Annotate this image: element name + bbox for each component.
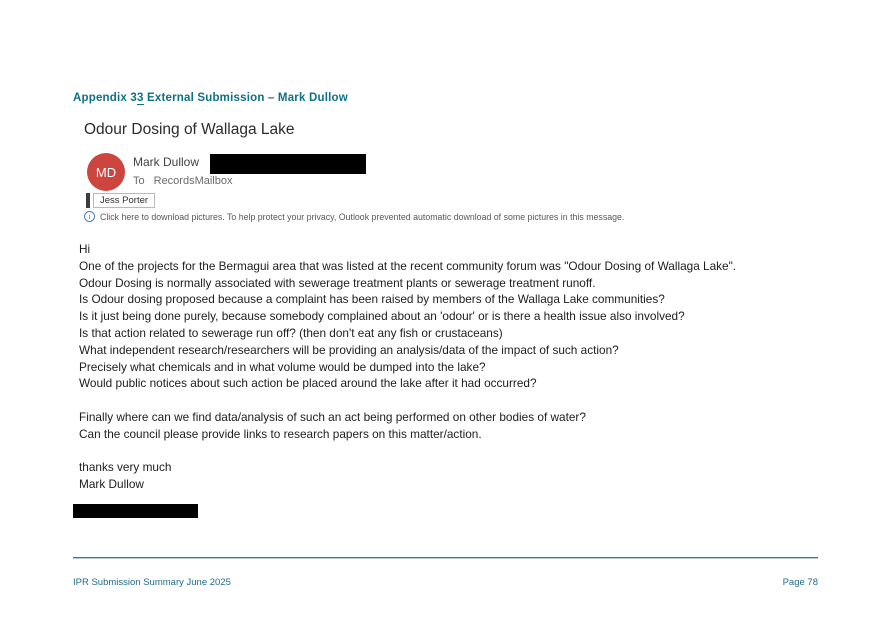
appendix-heading-underlined: 3	[136, 92, 144, 104]
body-line: Is that action related to sewerage run off? (then don't eat any fish or crustaceans)	[79, 325, 503, 340]
footer-page-number: Page 78	[782, 577, 818, 588]
category-color-bar	[86, 193, 90, 208]
redaction-box-email-address	[210, 154, 366, 174]
appendix-heading-rest: External Submission – Mark Dullow	[143, 92, 348, 104]
avatar-initials: MD	[95, 164, 117, 180]
body-line-blank	[79, 392, 839, 409]
body-line: Is it just being done purely, because somebody complained about an 'odour' or is there a health issue also involved?	[79, 309, 685, 324]
footer-document-title: IPR Submission Summary June 2025	[73, 577, 231, 588]
body-line: Can the council please provide links to research papers on this matter/action.	[79, 426, 482, 441]
body-line: Finally where can we find data/analysis of such an act being performed on other bodies of water?	[79, 409, 586, 424]
email-body	[79, 241, 839, 493]
sender-name: Mark Dullow	[133, 155, 200, 169]
redaction-box-signature	[73, 504, 198, 518]
body-line-blank	[79, 443, 839, 460]
body-line: Hi	[79, 242, 91, 256]
body-line: Odour Dosing is normally associated with sewerage treatment plants or sewerage treatment runoff.	[79, 275, 596, 290]
body-line-signature: Mark Dullow	[79, 477, 144, 492]
body-line: What independent research/researchers will be providing an analysis/data of the impact of such action?	[79, 342, 619, 357]
body-line: Would public notices about such action be placed around the lake after it had occurred?	[79, 376, 537, 391]
infobar-text: Click here to download pictures. To help protect your privacy, Outlook prevented automatic download of some pictures in this message.	[100, 211, 625, 222]
outlook-infobar	[84, 211, 624, 222]
body-line: Is Odour dosing proposed because a complaint has been raised by members of the Wallaga Lake communities?	[79, 292, 665, 307]
body-line: Precisely what chemicals and in what volume would be dumped into the lake?	[79, 359, 486, 374]
recipient-line	[133, 175, 233, 187]
to-label: To	[133, 175, 145, 187]
appendix-heading	[73, 92, 348, 104]
footer-divider	[73, 557, 818, 559]
sender-avatar	[87, 153, 125, 191]
appendix-heading-prefix: Appendix 3	[73, 92, 137, 104]
category-tag	[86, 193, 155, 208]
recipient-name: RecordsMailbox	[153, 175, 233, 187]
body-line: thanks very much	[79, 460, 172, 475]
info-icon: i	[84, 211, 95, 222]
email-subject: Odour Dosing of Wallaga Lake	[84, 121, 295, 138]
category-tag-label: Jess Porter	[93, 193, 155, 208]
body-line: One of the projects for the Bermagui area that was listed at the recent community forum was "Odour Dosing of Wallaga Lake".	[79, 258, 737, 273]
